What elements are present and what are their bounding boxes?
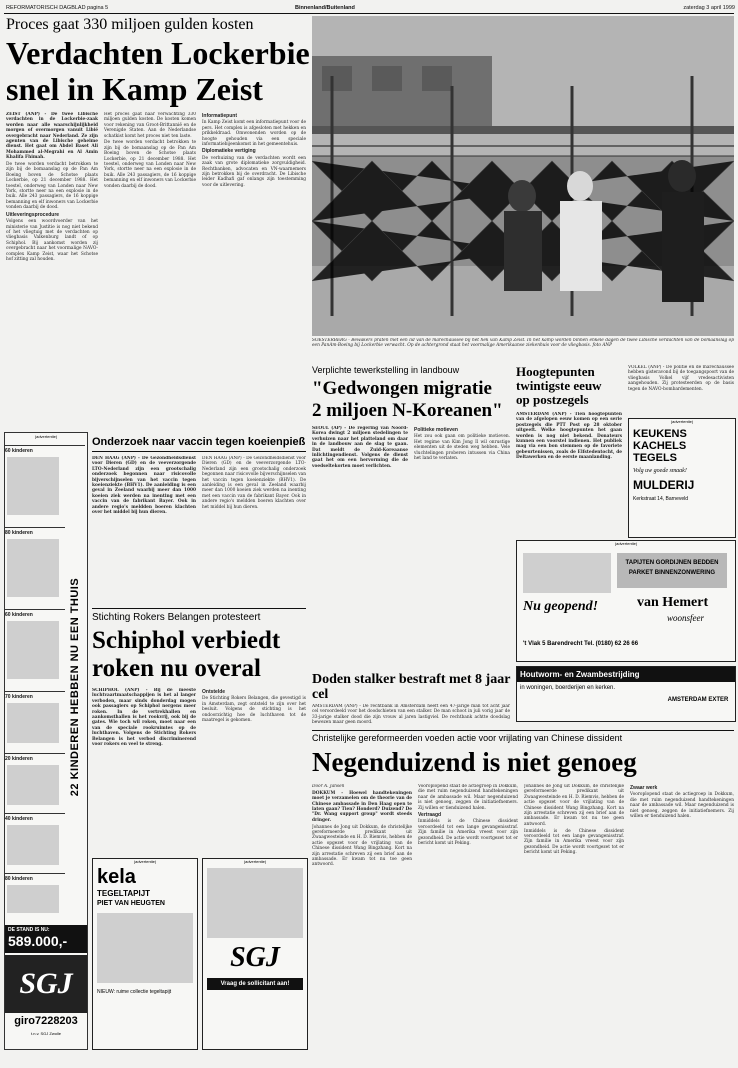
kachels-ad	[628, 418, 736, 538]
chinese-rule	[312, 730, 734, 731]
volkel-body: VOLKEL (ANP) - De politie en de marechaussee hebben gisteravond bij de toegangspoort van de vliegbasis Volkel vijf vredesactivisten aangehouden. Zij protesteerden op de basis tegen de NAVO-bombardementen.	[628, 365, 734, 392]
hoogtepunten-col	[516, 412, 622, 532]
hoogtepunten-headline-1: Hoogtepunten	[516, 364, 595, 379]
sidebar-row-2: 80 kinderen	[5, 527, 85, 538]
child-photo-7	[7, 885, 59, 913]
sgj-ad-photo	[207, 868, 303, 938]
landbouw-kicker: Verplichte tewerkstelling in landbouw	[312, 365, 460, 375]
rokers-rule	[92, 608, 306, 609]
chinese-byline: Door A. Jansen	[312, 784, 345, 789]
sgj-logo: SGJ	[5, 955, 87, 1013]
kachels-slogan: Volg uw goede smaak!	[633, 468, 687, 474]
lead-subhead-1: Uitleveringsprocedure	[6, 211, 60, 218]
lead-body-1: De twee worden verdacht betrokken te zijn bij de bomaanslag op de Pan Am Boeing boven de Schotse plaats Lockerbie, op 21 december 1988. Het toestel, onderweg van Londen naar New York, stortte neer na een explosie in de buik. Alle 243 passagiers, de 16 koppige bemanning en elf inwoners van Lockerbie vonden daarbij de dood.	[6, 162, 98, 211]
stand-label: DE STAND IS NU:	[8, 927, 50, 933]
rokers-body-2: De Stichting Rokers Belangen, die gevestigd is in Amsterdam, zegt ontsteld te zijn over het besluit. Volgens de stichting is het ondoorzichtig hoe de luchthaven tot de maatregel is gekomen.	[202, 696, 306, 724]
lead-body-4: In Kamp Zeist komt een informatiepunt voor de pers. Het complex is afgesloten met hekken en prikkeldraad. Omwonenden worden op de hoogte gehouden via een speciale informatiebijeenkomst in het gemeentehuis.	[202, 120, 306, 148]
lead-column-1	[6, 112, 98, 432]
lead-headline-2: snel in Kamp Zeist	[6, 71, 263, 107]
lead-body-2: Volgens een woordvoerder van het ministerie van Justitie is nog niet bekend of het vliegtuig met de verdachten op vliegbasis Valkenburg landt of op Schiphol. Bij aankomst worden zij overgebracht naar het voormalige NAVO-complex Kamp Zeist, waar het Schotse hof zitting zal houden.	[6, 219, 98, 262]
landbouw-headline-1: "Gedwongen migratie	[312, 378, 492, 399]
giro-note: t.n.v. SGJ Zwolle	[31, 1031, 61, 1036]
rokers-headline-1: Schiphol verbiedt	[92, 627, 281, 654]
vertical-banner	[65, 457, 85, 917]
kela-ad	[92, 858, 198, 1050]
vaccin-body-cont: DEN HAAG (ANP) - De Gezondheidsdienst voor Dieren (GD) en de veeverzorgende LTO-Nederland zijn een grootschalig onderzoek begonnen naar risicovolle bijverschijnselen van het vaccin tegen koeienziekte (BHV1). De aanleiding is een geval in Zeeland waarbij meer dan 1000 koeien ziek werden na inenting met een vaccin van de fabrikant Bayer. Ook in andere regio's meldden boeren klachten over het middel bij hun dieren.	[202, 456, 306, 510]
chinese-col-4	[630, 784, 734, 1048]
vaccin-col-2	[202, 456, 306, 606]
lead-headline-1: Verdachten Lockerbie	[6, 35, 310, 71]
chinese-body-a: Vooroplopend staat de actiegroep in Dokkum, die met ruim negenduizend handtekeningen naar de ambassade wil. Maar negenduizend is niet genoeg, zeggen de initiatiefnemers. Zij willen er tienduizend halen.	[418, 784, 518, 811]
vaccin-rule	[92, 451, 306, 452]
chinese-subhead-1: Zwaar werk	[630, 785, 658, 791]
kela-ad-label: (advertentie)	[133, 859, 157, 864]
hemert-ad	[516, 540, 736, 662]
lead-subhead-2: Informatiepunt	[202, 113, 237, 119]
kachels-name: KEUKENS KACHELS TEGELS	[633, 428, 687, 464]
tapijt-banner: TAPIJTEN GORDIJNEN BEDDEN PARKET BINNENZONWERING	[617, 553, 727, 588]
lead-subhead-3: Diplomatieke vertiging	[202, 148, 256, 155]
lead-column-2	[104, 112, 196, 432]
masthead-rule	[4, 13, 734, 14]
hoogtepunten-headline-3: op postzegels	[516, 392, 589, 407]
stand-box	[5, 925, 87, 953]
doden-headline: Doden stalker bestraft met 8 jaar cel	[312, 672, 511, 702]
chinese-intro: DOKKUM - Hoewel handtekeningen moet je verzamelen om de theorie van de Chinese ambassade in Den Haag open te laten gaan? Tien? Honderd? Duizend? De "Dr. Wang support group" wordt steeds dringer.	[312, 790, 412, 823]
rokers-body: SCHIPHOL (ANP) - Bij de meeste luchtvaartmaatschappijen is het al langer verboden, maar sinds donderdag mogen ook passagiers op Schiphol nergens meer roken. In de vertrekhallen en aankomsthallen is het rookvrij, ook bij de gates. Wie toch wil roken, moet naar een van de speciale rookruimtes op de luchthaven. Volgens de Stichting Rokers Belangen is het verbod discriminerend voor rokers en veel te streng.	[92, 688, 196, 748]
sidebar-row-5: 20 kinderen	[5, 753, 85, 764]
chinese-headline: Negenduizend is niet genoeg	[312, 747, 637, 777]
child-photo-5	[7, 765, 59, 805]
landbouw-headline-2: 2 miljoen N-Koreanen"	[312, 400, 503, 421]
sidebar-row-7: 80 kinderen	[5, 873, 85, 884]
rokers-col-1	[92, 688, 196, 854]
hemert-ad-label: (advertentie)	[614, 541, 638, 546]
rokers-kicker: Stichting Rokers Belangen protesteert	[92, 612, 261, 623]
sidebar-ad-label: (advertentie)	[34, 434, 58, 439]
lead-column-3	[202, 112, 306, 432]
masthead-left: REFORMATORISCH DAGBLAD pagina 5	[6, 5, 109, 11]
chinese-body-c: Inmiddels is de Chinese dissident veroordeeld tot een lange gevangenisstraf. Zijn familie in Amerika vreest voor zijn gezondheid. De actie wordt voortgezet tot er bericht komt uit Peking.	[524, 828, 624, 856]
landbouw-body: SEOUL (AP) - De regering van Noord-Korea dwingt 2 miljoen stedelingen te verhuizen naar het platteland om daar in de landbouw aan de slag te gaan. Dat meldt de Zuid-Koreaanse inlichtingendienst. Volgens de dienst gaat het om een hervorming die de voedseltekorten moet verlichten.	[312, 426, 408, 469]
rokers-col-2	[202, 688, 306, 854]
giro-number: giro7228203	[14, 1015, 78, 1027]
chinese-col-2	[418, 784, 518, 1048]
vertical-banner-text: 22 KINDEREN HEBBEN NU EEN THUIS	[69, 577, 81, 797]
lead-body-3b: De twee worden verdacht betrokken te zijn bij de bomaanslag op de Pan Am Boeing boven de Schotse plaats Lockerbie, op 21 december 1988. Het toestel, onderweg van Londen naar New York, stortte neer na een explosie in de buik. Alle 243 passagiers, de 16 koppige bemanning en elf inwoners van Lockerbie vonden daarbij de dood.	[104, 140, 196, 189]
child-photo-3	[7, 621, 59, 679]
hoogtepunten-body: AMSTERDAM (ANP) - Tien hoogtepunten van de afgelopen eeuw komen op een serie postzegels die PTT Post op 28 oktober uitgeeft. Welke hoogtepunten het gaan worden is nog niet bekend. Donateurs kunnen een voorstel indienen. Het publiek mag via een bon stemmen op de favoriete gebeurtenissen, zoals de Elfstedentocht, de Deltawerken en de eerste maanlanding.	[516, 412, 622, 461]
landbouw-subhead: Politieke motieven	[414, 427, 458, 433]
chinese-subhead-2: Vertraagd	[418, 812, 442, 819]
lead-body-5: De verhuizing van de verdachten wordt een zaak van grote diplomatieke zorgvuldigheid. Rechtbanken, advocaten en VN-waarnemers zijn betrokken bij de overdracht. De Libische leider Kadhafi gaf onlangs zijn toestemming voor de uitlevering.	[202, 155, 306, 188]
sgj-ad-ask: Vraag de sollicitant aan!	[207, 978, 303, 990]
kachels-addr: Kerkstraat 14, Barneveld	[633, 496, 689, 502]
lead-body-3: Het proces gaat naar verwachting 330 miljoen gulden kosten. De kosten komen voor rekening van Groot-Brittannië en de Verenigde Staten. Aan de Nederlandse schatkist komt het proces niet ten laste.	[104, 112, 196, 139]
kela-sub: TEGELTAPIJT	[97, 889, 151, 898]
landbouw-col-1	[312, 426, 408, 666]
photo-caption-block	[312, 338, 734, 362]
rokers-headline-2: roken nu overal	[92, 655, 261, 682]
hemert-image	[523, 553, 611, 593]
kinderen-sidebar	[4, 432, 88, 1050]
sgj-ad-label: (advertentie)	[243, 859, 267, 864]
chinese-body: Johannes de Jong uit Dokkum, de christelijke gereformeerde predikant uit Zwaagwesteinde en H. D. Riemvis, hebben de actie opgezet voor de vrijlating van de Chinese dissident Wang Bingzhang. Kort na zijn arrestatie schreven zij een brief aan de ambassade. Er kwam tot nu toe geen antwoord.	[312, 824, 412, 868]
hemert-name: van Hemert	[637, 595, 709, 610]
sidebar-row-1: 60 kinderen	[5, 445, 85, 456]
hoogtepunten-headline	[516, 365, 622, 407]
vaccin-col-1	[92, 456, 196, 606]
child-photo-6	[7, 825, 59, 865]
doden-body: AMSTERDAM (ANP) - De rechtbank in Amsterdam heeft een 47-jarige man tot acht jaar cel veroordeeld voor het doodschieten van een stalker. De man schoot in juli vorig jaar de 33-jarige stalker dood die zijn vrouw al jaren lastigviel. De rechtbank achtte doodslag bewezen maar geen moord.	[312, 704, 510, 726]
child-photo-4	[7, 703, 59, 743]
volkel-col	[628, 365, 734, 413]
masthead-section: Binnenland/Buitenland	[295, 5, 355, 11]
landbouw-body-2: Het zou ook gaan om politieke motieven. Het regime van Kim Jong Il wil onrustige elementen uit de steden weg hebben. Vele vluchtelingen proberen intussen via China het land te verlaten.	[414, 434, 510, 462]
kela-shop: PIET VAN HEUGTEN	[97, 900, 165, 907]
stand-value: 589.000,-	[8, 933, 68, 949]
vaccin-body: DEN HAAG (ANP) - De Gezondheidsdienst voor Dieren (GD) en de veeverzorgende LTO-Nederland zijn een grootschalig onderzoek begonnen naar risicovolle bijverschijnselen van het vaccin tegen koeienziekte (BHV1). De aanleiding is een geval in Zeeland waarbij meer dan 1000 koeien ziek werden na inenting met een vaccin van de fabrikant Bayer. Ook in andere regio's meldden boeren klachten over het middel bij hun dieren.	[92, 456, 196, 516]
sidebar-row-3: 60 kinderen	[5, 609, 85, 620]
hoogtepunten-headline-2: twintigste eeuw	[516, 378, 602, 393]
lead-photo	[312, 16, 734, 336]
child-photo-1	[7, 457, 59, 515]
chinese-body-b: Johannes de Jong uit Dokkum, de christelijke gereformeerde predikant uit Zwaagwesteinde en H. D. Riemvis, hebben de actie opgezet voor de vrijlating van de Chinese dissident Wang Bingzhang. Kort na zijn arrestatie schreven zij een brief aan de ambassade. Er kwam tot nu toe geen antwoord.	[524, 784, 624, 827]
chinese-col-3	[524, 784, 624, 1048]
masthead-date: zaterdag 3 april 1999	[683, 5, 735, 11]
chinese-kicker: Christelijke gereformeerden voeden actie voor vrijlating van Chinese dissident	[312, 733, 623, 743]
rokers-subhead: Ontstelde	[202, 689, 226, 695]
vaccin-headline: Onderzoek naar vaccin tegen koeienpieß	[92, 436, 306, 448]
sidebar-row-4: 70 kinderen	[5, 691, 85, 702]
doden-col	[312, 704, 510, 728]
sgj-ad	[202, 858, 308, 1050]
landbouw-col-2	[414, 426, 510, 666]
lead-kicker: Proces gaat 330 miljoen gulden kosten	[6, 16, 254, 33]
photo-credit: foto ANP	[592, 343, 613, 349]
chinese-body-3: Inmiddels is de Chinese dissident veroordeeld tot een lange gevangenisstraf. Zijn familie in Amerika vreest voor zijn gezondheid. De actie wordt voortgezet tot er bericht komt uit Peking.	[418, 819, 518, 847]
houtworm-logo: AMSTERDAM EXTER	[667, 697, 729, 703]
kachels-shop: MULDERIJ	[633, 478, 695, 492]
sgj-ad-logo: SGJ	[230, 942, 280, 973]
sidebar-row-6: 40 kinderen	[5, 813, 85, 824]
chinese-body-2: Vooroplopend staat de actiegroep in Dokkum, die met ruim negenduizend handtekeningen naar de ambassade wil. Maar negenduizend is niet genoeg, zeggen de initiatiefnemers. Zij willen er tienduizend halen.	[630, 792, 734, 820]
hemert-open: Nu geopend!	[523, 599, 599, 614]
houtworm-sub: in woningen, boerderijen en kerken.	[520, 685, 616, 691]
kela-image	[97, 913, 193, 983]
kachels-ad-label: (advertentie)	[670, 419, 694, 424]
houtworm-ad	[516, 666, 736, 722]
houtworm-title: Houtworm- en Zwambestrijding	[517, 667, 735, 682]
kela-new: NIEUW: ruime collectie tegeltapijt	[97, 989, 172, 995]
lead-intro: ZEIST (ANP) - De twee Libische verdachten in de Lockerbie-zaak worden naar alle waarschijnlijkheid morgen of overmorgen vanuit Libië overgebracht naar Nederland. Ze zijn agenten van de Libische geheime dienst. Het gaat om Abdel Baset Ali Mohammed al-Megrahi en Al Amin Khalifa Fhimah.	[6, 112, 98, 161]
photo-caption: SOESTERBERG - Bewakers praten met een lid van de marechaussee bij het hek van Kamp Zeist. In het kamp worden binnen enkele dagen de twee Libische verdachten van de bomaanslag op een PanAm-Boeing bij Lockerbie verwacht. Op de achtergrond staat het voormalige Amerikaanse ziekenhuis voor de vliegbasis.	[312, 338, 734, 349]
kela-name: kela	[97, 866, 136, 888]
chinese-col-1	[312, 784, 412, 1048]
hemert-addr: 't Vlak 5 Barendrecht Tel. (0180) 62 26 66	[523, 641, 639, 647]
child-photo-2	[7, 539, 59, 597]
hemert-sub: woonsfeer	[667, 613, 704, 623]
fence-scene-image	[312, 16, 734, 336]
